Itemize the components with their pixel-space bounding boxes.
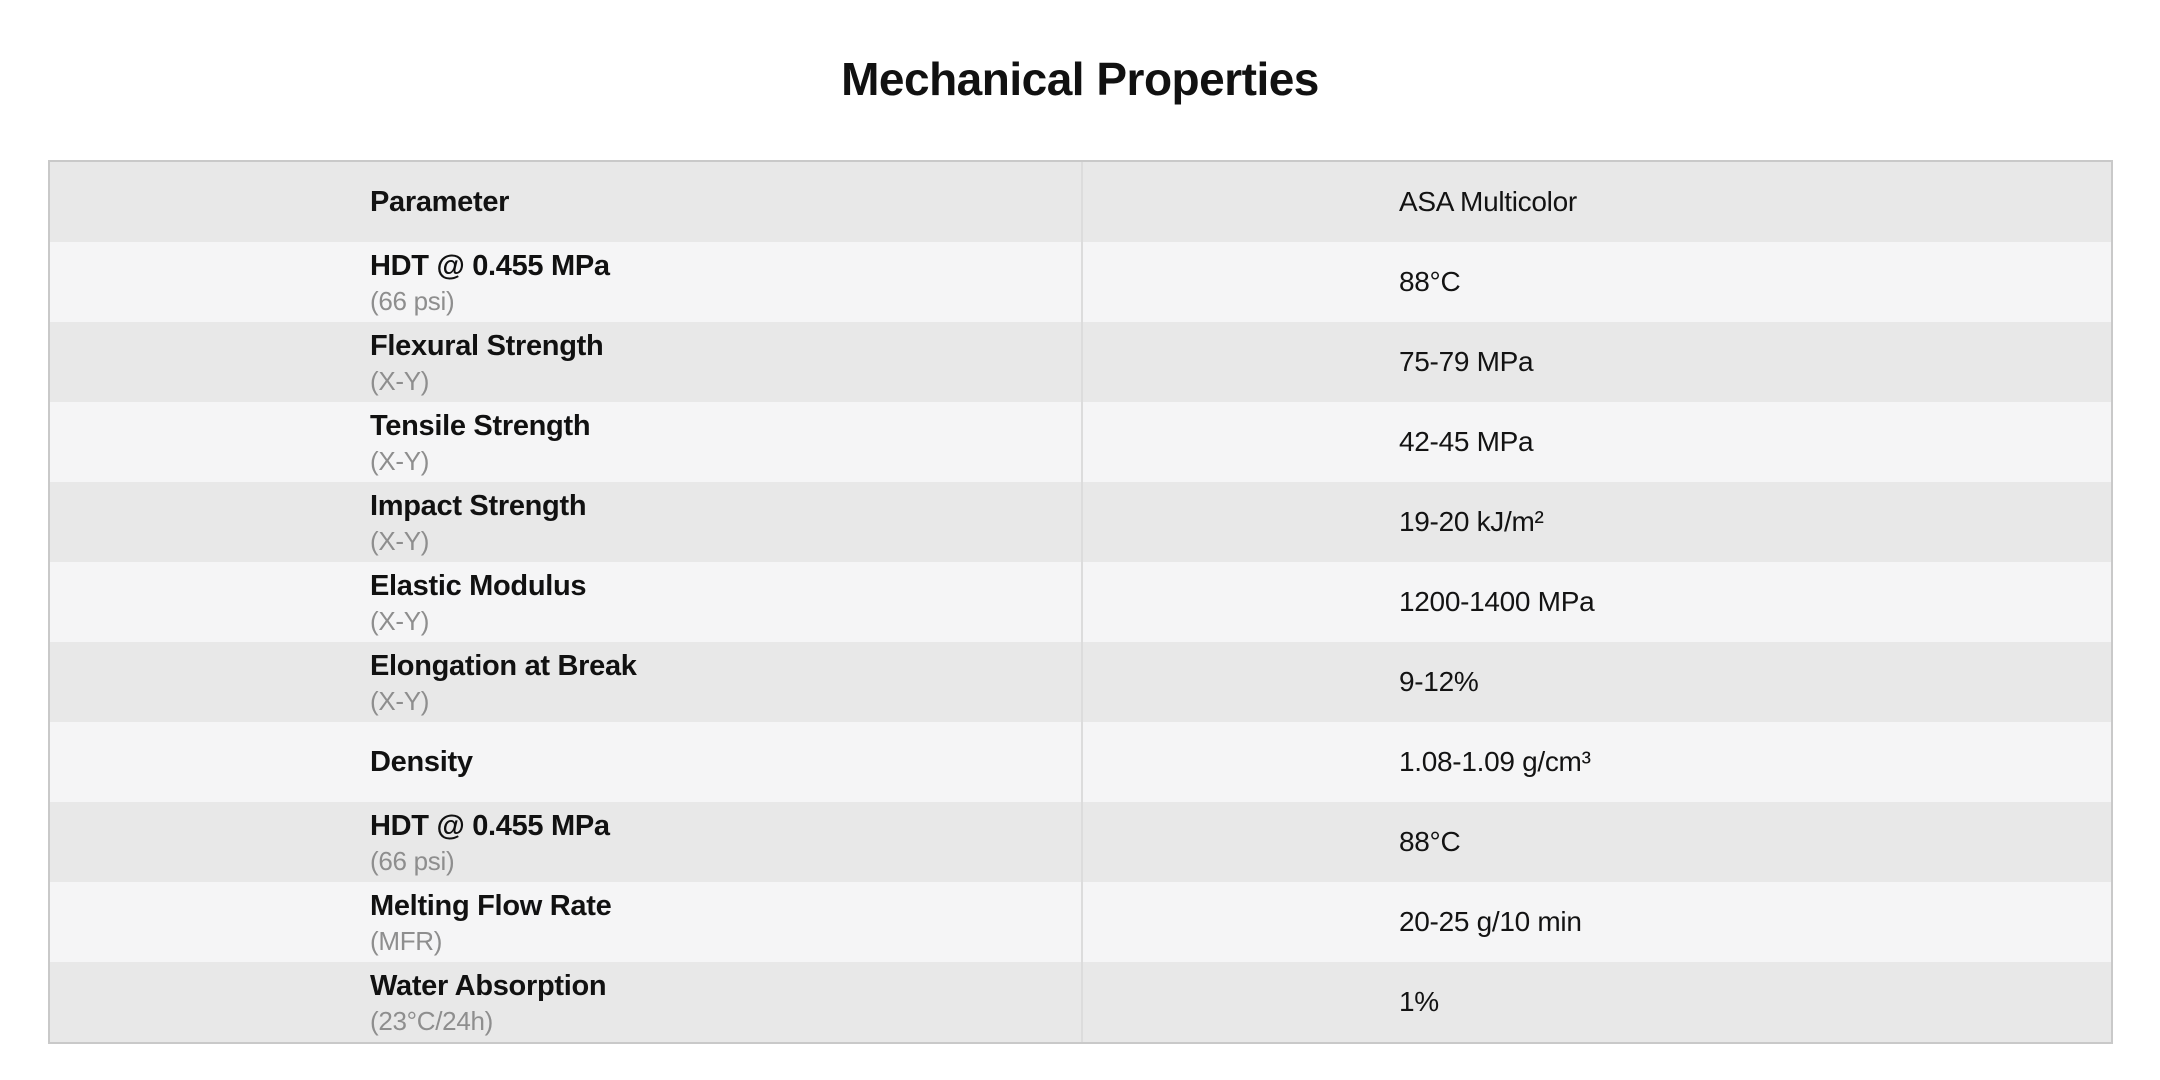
parameter-name: Water Absorption xyxy=(370,969,607,1002)
parameter-name: Tensile Strength xyxy=(370,409,591,442)
value-cell xyxy=(1083,242,2111,322)
parameter-name: Impact Strength xyxy=(370,489,587,522)
value-cell xyxy=(1083,482,2111,562)
value-cell xyxy=(1083,562,2111,642)
value-cell xyxy=(1083,802,2111,882)
parameter-value: 42-45 MPa xyxy=(1399,426,1534,457)
table-row xyxy=(50,802,2111,882)
parameter-value: 1.08-1.09 g/cm³ xyxy=(1399,746,1591,777)
table-body xyxy=(50,242,2111,1042)
value-cell xyxy=(1083,962,2111,1042)
table-row xyxy=(50,402,2111,482)
table-row xyxy=(50,322,2111,402)
parameter-note: (66 psi) xyxy=(370,845,455,876)
value-cell xyxy=(1083,642,2111,722)
parameter-note: (23°C/24h) xyxy=(370,1005,494,1036)
parameter-cell xyxy=(50,242,1083,322)
parameter-value: 1200-1400 MPa xyxy=(1399,586,1595,617)
value-cell xyxy=(1083,722,2111,802)
parameter-cell xyxy=(50,962,1083,1042)
table-row xyxy=(50,962,2111,1042)
parameter-value: 9-12% xyxy=(1399,666,1479,697)
value-cell xyxy=(1083,402,2111,482)
parameter-note: (X-Y) xyxy=(370,525,430,556)
parameter-name: Melting Flow Rate xyxy=(370,889,612,922)
page-title: Mechanical Properties xyxy=(841,53,1319,105)
parameter-value: 1% xyxy=(1399,986,1439,1017)
value-cell xyxy=(1083,322,2111,402)
parameter-note: (X-Y) xyxy=(370,605,430,636)
table-header-row xyxy=(50,162,2111,242)
parameter-cell xyxy=(50,722,1083,802)
parameter-name: Density xyxy=(370,746,473,778)
table-row xyxy=(50,562,2111,642)
table-row xyxy=(50,482,2111,562)
parameter-cell xyxy=(50,322,1083,402)
column-header-parameter: Parameter xyxy=(50,162,1083,242)
parameter-note: (X-Y) xyxy=(370,685,430,716)
parameter-cell xyxy=(50,642,1083,722)
parameter-value: 88°C xyxy=(1399,826,1461,857)
parameter-name: Elongation at Break xyxy=(370,649,637,682)
table-row xyxy=(50,722,2111,802)
column-header-material: ASA Multicolor xyxy=(1399,186,1577,217)
parameter-name: HDT @ 0.455 MPa xyxy=(370,249,610,282)
table-row xyxy=(50,642,2111,722)
mechanical-properties-table xyxy=(48,160,2113,1044)
parameter-cell xyxy=(50,562,1083,642)
parameter-note: (66 psi) xyxy=(370,285,455,316)
parameter-note: (X-Y) xyxy=(370,365,430,396)
value-cell xyxy=(1083,882,2111,962)
parameter-value: 75-79 MPa xyxy=(1399,346,1534,377)
parameter-cell xyxy=(50,402,1083,482)
parameter-cell xyxy=(50,802,1083,882)
table-row xyxy=(50,242,2111,322)
parameter-cell xyxy=(50,882,1083,962)
parameter-note: (MFR) xyxy=(370,925,443,956)
parameter-value: 20-25 g/10 min xyxy=(1399,906,1582,937)
parameter-value: 88°C xyxy=(1399,266,1461,297)
parameter-value: 19-20 kJ/m² xyxy=(1399,506,1544,537)
table-row xyxy=(50,882,2111,962)
parameter-note: (X-Y) xyxy=(370,445,430,476)
parameter-name: HDT @ 0.455 MPa xyxy=(370,809,610,842)
parameter-cell xyxy=(50,482,1083,562)
parameter-name: Flexural Strength xyxy=(370,329,604,362)
parameter-name: Elastic Modulus xyxy=(370,569,587,602)
